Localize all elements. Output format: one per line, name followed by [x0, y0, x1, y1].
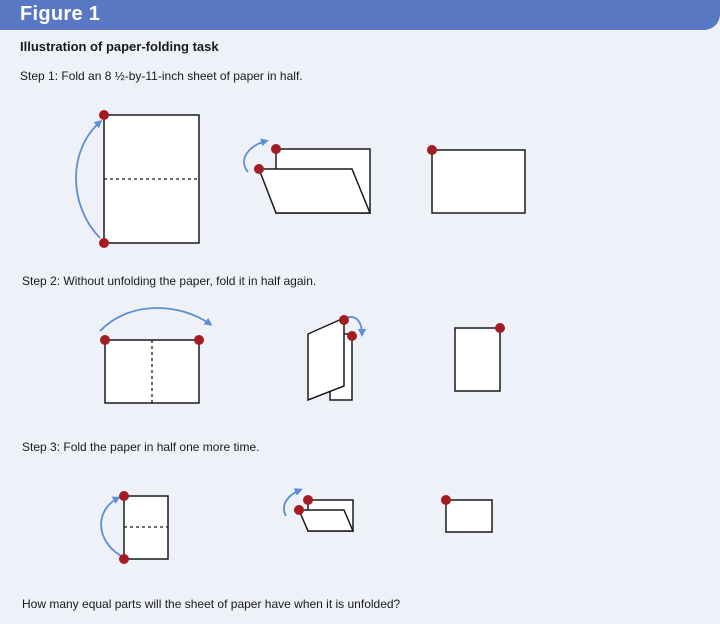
step-3-fold-arrow: [101, 498, 121, 556]
figure-subtitle: Illustration of paper-folding task: [20, 39, 219, 54]
step-2-folded-sheet: [455, 328, 500, 391]
corner-dot: [441, 495, 451, 505]
corner-dot: [427, 145, 437, 155]
corner-dot: [254, 164, 264, 174]
step-2-fold-arrow: [100, 308, 210, 331]
step-1-fold-arrow: [76, 122, 100, 238]
corner-dot: [99, 110, 109, 120]
corner-dot: [303, 495, 313, 505]
corner-dot: [339, 315, 349, 325]
corner-dot: [271, 144, 281, 154]
step-3-folded-sheet: [446, 500, 492, 532]
corner-dot: [100, 335, 110, 345]
step-3-unfolded-sheet: [124, 496, 168, 559]
step-1-text: Step 1: Fold an 8 ½-by-11-inch sheet of paper in half.: [20, 69, 303, 83]
step-3-text: Step 3: Fold the paper in half one more time.: [22, 440, 260, 454]
corner-dot: [119, 491, 129, 501]
step-1-unfolded-sheet: [104, 115, 199, 243]
corner-dot: [194, 335, 204, 345]
corner-dot: [347, 331, 357, 341]
step-2-unfolded-sheet: [105, 340, 199, 403]
step-2-text: Step 2: Without unfolding the paper, fold it in half again.: [22, 274, 317, 288]
corner-dot: [495, 323, 505, 333]
step-2-folding-sheet: [308, 318, 352, 400]
step-1-folding-sheet: [259, 149, 370, 213]
figure-title: Figure 1: [20, 3, 101, 25]
corner-dot: [99, 238, 109, 248]
corner-dot: [294, 505, 304, 515]
step-1-folded-sheet: [432, 150, 525, 213]
question-text: How many equal parts will the sheet of paper have when it is unfolded?: [22, 597, 401, 611]
corner-dot: [119, 554, 129, 564]
